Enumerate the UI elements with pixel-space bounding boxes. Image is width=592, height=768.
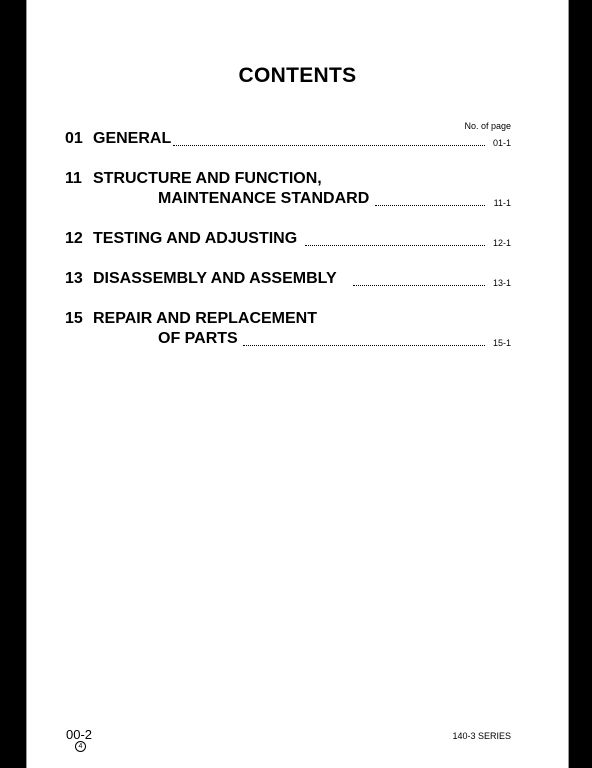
toc-entry-page: 15-1 — [492, 338, 511, 348]
footer-page-number: 00-2 — [66, 727, 93, 742]
toc-entry-title: REPAIR AND REPLACEMENT — [93, 310, 318, 327]
toc-entry-title: DISASSEMBLY AND ASSEMBLY — [93, 270, 337, 287]
toc-entry-title: TESTING AND ADJUSTING — [93, 230, 298, 247]
toc-entry-page: 12-1 — [492, 238, 511, 248]
toc-entry-title-line2: OF PARTS — [158, 330, 238, 347]
toc-entry-page: 13-1 — [492, 278, 511, 288]
document-page — [26, 0, 569, 768]
toc-entry-number: 12 — [65, 230, 83, 247]
page-column-header: No. of page — [464, 121, 511, 131]
toc-leader-dots — [173, 145, 485, 146]
toc-entry-number: 11 — [65, 170, 82, 187]
toc-entry-title-line2: MAINTENANCE STANDARD — [158, 190, 370, 207]
toc-entry-number: 15 — [65, 310, 83, 327]
toc-leader-dots — [305, 245, 485, 246]
page-title: CONTENTS — [238, 64, 357, 87]
toc-leader-dots — [353, 285, 485, 286]
toc-entry-number: 01 — [65, 130, 83, 147]
toc-entry-page: 11-1 — [493, 198, 511, 208]
revision-mark-icon: 4 — [75, 741, 86, 752]
toc-entry-title: STRUCTURE AND FUNCTION, — [93, 170, 322, 187]
toc-entry-page: 01-1 — [492, 138, 511, 148]
toc-leader-dots — [375, 205, 485, 206]
toc-leader-dots — [243, 345, 485, 346]
toc-entry-title: GENERAL — [93, 130, 172, 147]
toc-entry-number: 13 — [65, 270, 83, 287]
footer-series: 140-3 SERIES — [452, 731, 511, 741]
